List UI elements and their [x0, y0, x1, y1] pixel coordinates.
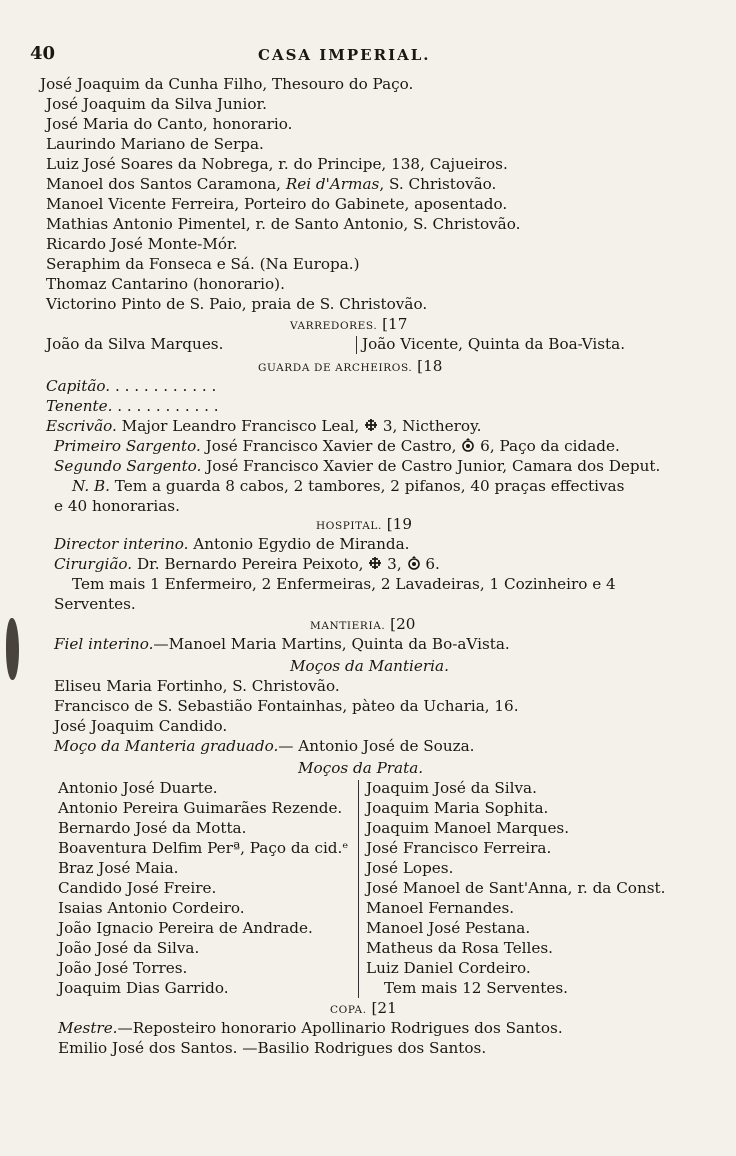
prata-left-item: Isaias Antonio Cordeiro.	[58, 899, 245, 917]
role-text: José Francisco Xavier de Castro Junior, Camara dos Deput.	[206, 457, 661, 475]
nb-line-2: e 40 honorarias.	[54, 497, 180, 515]
leader-dots: . . . . . . . . . . .	[114, 377, 217, 395]
note-text: Tem a guarda 8 cabos, 2 tambores, 2 pifanos, 40 praças effectivas	[114, 477, 625, 495]
prata-right-item: José Manoel de Sant'Anna, r. da Const.	[366, 879, 666, 897]
role-text: —Manoel Maria Martins, Quinta da Bo-aVista.	[153, 635, 510, 653]
role-text: José Francisco Xavier de Castro,	[205, 437, 462, 455]
list-item: José Joaquim da Cunha Filho, Thesouro do Paço.	[40, 75, 414, 93]
escrivao-line	[46, 416, 481, 437]
section-heading-hospital	[316, 514, 412, 536]
list-item: José Maria do Canto, honorario.	[46, 115, 293, 133]
role-text: 3, Nictheroy.	[382, 417, 482, 435]
column-divider	[358, 780, 359, 998]
role-label: Capitão.	[46, 377, 111, 395]
list-item: Seraphim da Fonseca e Sá. (Na Europa.)	[46, 255, 360, 273]
role-label: Segundo Sargento.	[54, 457, 202, 475]
ink-blot	[6, 618, 19, 680]
prata-left-item: João Ignacio Pereira de Andrade.	[58, 919, 313, 937]
prata-left-item: João José Torres.	[58, 959, 188, 977]
role-label: Mestre.	[58, 1019, 118, 1037]
role-text: — Antonio José de Souza.	[278, 737, 475, 755]
role-label: Cirurgião.	[54, 555, 133, 573]
role-text: Antonio Egydio de Miranda.	[193, 535, 410, 553]
page-number: 40	[30, 43, 56, 64]
role-text: 6, Paço da cidade.	[480, 437, 620, 455]
leader-dots: . . . . . . . . . . .	[117, 397, 219, 415]
list-item: Manoel Vicente Ferreira, Porteiro do Gabinete, aposentado.	[46, 195, 508, 213]
section-heading-archeiros	[258, 356, 442, 378]
role-label: Fiel interino.	[54, 635, 154, 653]
rose-order-icon	[407, 555, 421, 576]
prata-left-item: Boaventura Delfim Perª, Paço da cid.ᵉ	[58, 839, 349, 857]
nb-line	[72, 476, 624, 496]
prata-right-item: Manoel José Pestana.	[366, 919, 531, 937]
role-label: Moço da Manteria graduado.	[54, 737, 279, 755]
cirurgiao-line	[54, 554, 440, 576]
column-divider	[356, 336, 357, 354]
role-label: Escrivão.	[46, 417, 117, 435]
role-text: Major Leandro Francisco Leal,	[121, 417, 364, 435]
section-title: HOSPITAL.	[316, 520, 382, 532]
role-text: 6.	[425, 555, 440, 573]
cross-order-icon	[364, 417, 378, 437]
section-number: [21	[371, 999, 397, 1017]
fiel-line	[54, 634, 510, 654]
prata-right-item: Joaquim Maria Sophita.	[366, 799, 549, 817]
prata-right-item: José Francisco Ferreira.	[366, 839, 552, 857]
role-text: Dr. Bernardo Pereira Peixoto,	[136, 555, 369, 573]
list-item: Emilio José dos Santos. —Basilio Rodrigues dos Santos.	[58, 1039, 487, 1057]
prata-left-item: João José da Silva.	[58, 939, 200, 957]
role-text: 3,	[387, 555, 407, 573]
caramona-title: Rei d'Armas	[285, 175, 380, 193]
prata-right-item: Manoel Fernandes.	[366, 899, 515, 917]
list-item: Laurindo Mariano de Serpa.	[46, 135, 264, 153]
section-number: [20	[390, 615, 416, 633]
section-heading-mantieria	[310, 614, 415, 636]
section-heading-copa	[330, 998, 397, 1020]
tenente-line	[46, 396, 219, 416]
section-title: MANTIERIA.	[310, 620, 386, 632]
prata-left-item: Joaquim Dias Garrido.	[58, 979, 229, 997]
section-title: GUARDA DE ARCHEIROS.	[258, 362, 413, 374]
list-item: Thomaz Cantarino (honorario).	[46, 275, 285, 293]
prata-left-item: Braz José Maia.	[58, 859, 179, 877]
rose-order-icon	[461, 437, 475, 458]
list-item-caramona	[46, 174, 496, 194]
prata-right-item: Matheus da Rosa Telles.	[366, 939, 554, 957]
section-title: COPA.	[330, 1004, 367, 1016]
list-item: Victorino Pinto de S. Paio, praia de S. Christovão.	[46, 295, 428, 313]
list-item: Ricardo José Monte-Mór.	[46, 235, 238, 253]
section-title: VARREDORES.	[290, 320, 378, 332]
prata-right-item: Luiz Daniel Cordeiro.	[366, 959, 531, 977]
prata-right-item: Joaquim Manoel Marques.	[366, 819, 570, 837]
list-item: Francisco de S. Sebastião Fontainhas, pàteo da Ucharia, 16.	[54, 697, 519, 715]
section-number: [18	[417, 357, 443, 375]
list-item: João Vicente, Quinta da Boa-Vista.	[362, 335, 626, 353]
prata-left-item: Antonio José Duarte.	[58, 779, 218, 797]
list-item: Luiz José Soares da Nobrega, r. do Principe, 138, Cajueiros.	[46, 155, 508, 173]
prata-right-item: Tem mais 12 Serventes.	[384, 979, 568, 997]
list-item: José Joaquim Candido.	[54, 717, 228, 735]
prata-right-item: Joaquim José da Silva.	[366, 779, 537, 797]
mestre-line	[58, 1018, 563, 1038]
list-item: Eliseu Maria Fortinho, S. Christovão.	[54, 677, 340, 695]
section-number: [19	[386, 515, 412, 533]
note-label: N. B.	[72, 477, 110, 495]
list-item: João da Silva Marques.	[46, 335, 224, 353]
subsection-title: Moços da Prata.	[298, 759, 424, 777]
list-item: Mathias Antonio Pimentel, r. de Santo Antonio, S. Christovão.	[46, 215, 521, 233]
subsection-title: Moços da Mantieria.	[290, 657, 449, 675]
prata-right-item: José Lopes.	[366, 859, 454, 877]
page-title: CASA IMPERIAL.	[258, 46, 431, 64]
role-label: Tenente.	[46, 397, 113, 415]
prata-left-item: Antonio Pereira Guimarães Rezende.	[58, 799, 343, 817]
graduado-line	[54, 736, 475, 756]
role-label: Primeiro Sargento.	[54, 437, 201, 455]
primeiro-line	[54, 436, 620, 458]
section-number: [17	[382, 315, 408, 333]
hospital-note-2: Serventes.	[54, 595, 136, 613]
segundo-line	[54, 456, 660, 476]
director-line	[54, 534, 410, 554]
cross-order-icon	[368, 555, 382, 575]
role-text: —Reposteiro honorario Apollinario Rodrigues dos Santos.	[117, 1019, 563, 1037]
section-heading-varredores	[290, 314, 407, 336]
prata-left-item: Bernardo José da Motta.	[58, 819, 247, 837]
caramona-name: Manoel dos Santos Caramona,	[46, 175, 286, 193]
prata-left-item: Candido José Freire.	[58, 879, 217, 897]
list-item: José Joaquim da Silva Junior.	[46, 95, 267, 113]
role-label: Director interino.	[54, 535, 189, 553]
hospital-note: Tem mais 1 Enfermeiro, 2 Enfermeiras, 2 Lavadeiras, 1 Cozinheiro e 4	[72, 575, 616, 593]
caramona-place: , S. Christovão.	[379, 175, 497, 193]
capitao-line	[46, 376, 216, 396]
